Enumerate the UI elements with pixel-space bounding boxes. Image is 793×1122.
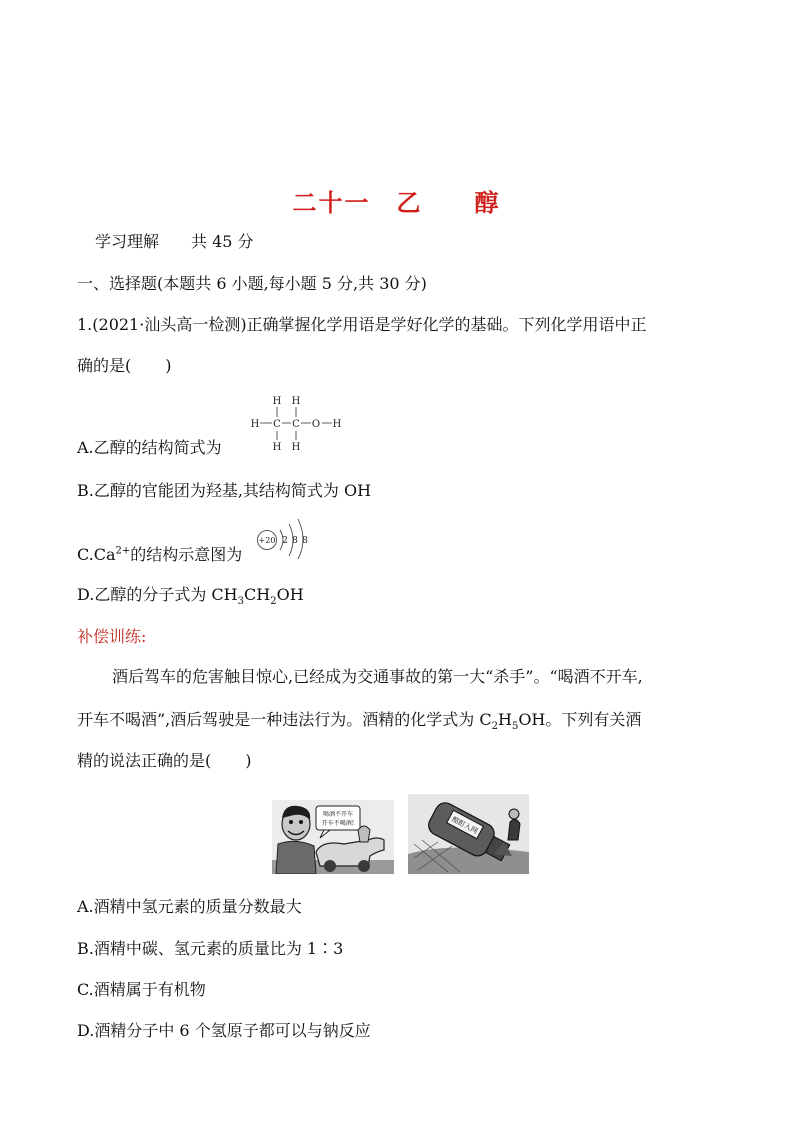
- supplement-text: H: [497, 710, 512, 729]
- shell-1-electrons: 2: [282, 536, 288, 546]
- nucleus-charge: +20: [258, 536, 276, 545]
- ion-structure-diagram: [255, 515, 317, 559]
- atom-h-bottom-2: H: [291, 442, 301, 453]
- q1-option-b: B.乙醇的官能团为羟基,其结构简式为 OH: [77, 481, 372, 500]
- subscript: 2: [270, 596, 277, 608]
- q1-stem-line2: [77, 355, 172, 377]
- subscript: 2: [491, 721, 498, 733]
- atom-h-right: H: [332, 419, 342, 430]
- choice-section-heading: 一、选择题(本题共 6 小题,每小题 5 分,共 30 分): [77, 274, 427, 293]
- supplement-text: 开车不喝酒”,酒后驾驶是一种违法行为。酒精的化学式为 C: [77, 710, 492, 729]
- q1-option-d-text: D.乙醇的分子式为 CH: [77, 585, 238, 604]
- q1-option-d: [77, 584, 304, 606]
- page-title: 二十一 乙 醇: [292, 189, 501, 217]
- supplement-option-d: D.酒精分子中 6 个氢原子都可以与钠反应: [77, 1021, 371, 1040]
- supplement-line3: [77, 750, 252, 772]
- bottle-label: 酩酊入网: [450, 815, 479, 836]
- supplement-line1: 酒后驾车的危害触目惊心,已经成为交通事故的第一大“杀手”。“喝酒不开车,: [112, 667, 643, 686]
- atom-h-left: H: [250, 419, 260, 430]
- supplement-option-a: A.酒精中氢元素的质量分数最大: [77, 897, 302, 916]
- atom-h-top-2: H: [291, 396, 301, 407]
- atom-c-2: C: [292, 419, 300, 430]
- q1-option-d-text: OH: [276, 585, 304, 604]
- q1-option-a: A.乙醇的结构简式为: [77, 438, 222, 457]
- shell-2-electrons: 8: [292, 536, 298, 546]
- q1-option-c-label: C.Ca: [77, 545, 116, 564]
- q1-option-d-text: CH: [244, 585, 271, 604]
- atom-h-bottom-1: H: [272, 442, 282, 453]
- bottle-net-cartoon: [408, 794, 529, 874]
- supplement-option-b: B.酒精中碳、氢元素的质量比为 1∶3: [77, 939, 344, 958]
- subscript: 3: [237, 596, 245, 608]
- atom-h-top-1: H: [272, 396, 282, 407]
- shell-3-electrons: 8: [302, 536, 308, 546]
- supplement-text: 精的说法正确的是(: [77, 751, 212, 770]
- atom-o: O: [311, 419, 321, 430]
- ethanol-structural-formula: [246, 392, 346, 456]
- cartoon-bubble-line2: 开车不喝酒!: [321, 820, 355, 827]
- supplement-text: OH。下列有关酒: [518, 710, 642, 729]
- q1-stem-line1: 1.(2021·汕头高一检测)正确掌握化学用语是学好化学的基础。下列化学用语中正: [77, 315, 647, 334]
- supplement-option-c: C.酒精属于有机物: [77, 980, 206, 999]
- drunk-driving-cartoon: [272, 800, 394, 874]
- supplement-text: ): [245, 751, 252, 770]
- cartoon-bubble-line1: 喝酒不开车: [322, 811, 354, 818]
- subscript: 5: [511, 721, 519, 733]
- atom-c-1: C: [273, 419, 281, 430]
- q1-option-c-text: 的结构示意图为: [130, 545, 243, 564]
- supplement-label: 补偿训练:: [77, 627, 147, 646]
- practice-heading: 学习理解 共 45 分: [95, 232, 254, 251]
- ion-charge: 2+: [115, 545, 131, 557]
- q1-option-c: [77, 544, 242, 566]
- supplement-line2: [77, 709, 641, 731]
- q1-stem-close-paren: ): [165, 356, 172, 375]
- q1-stem-text: 确的是(: [77, 356, 132, 375]
